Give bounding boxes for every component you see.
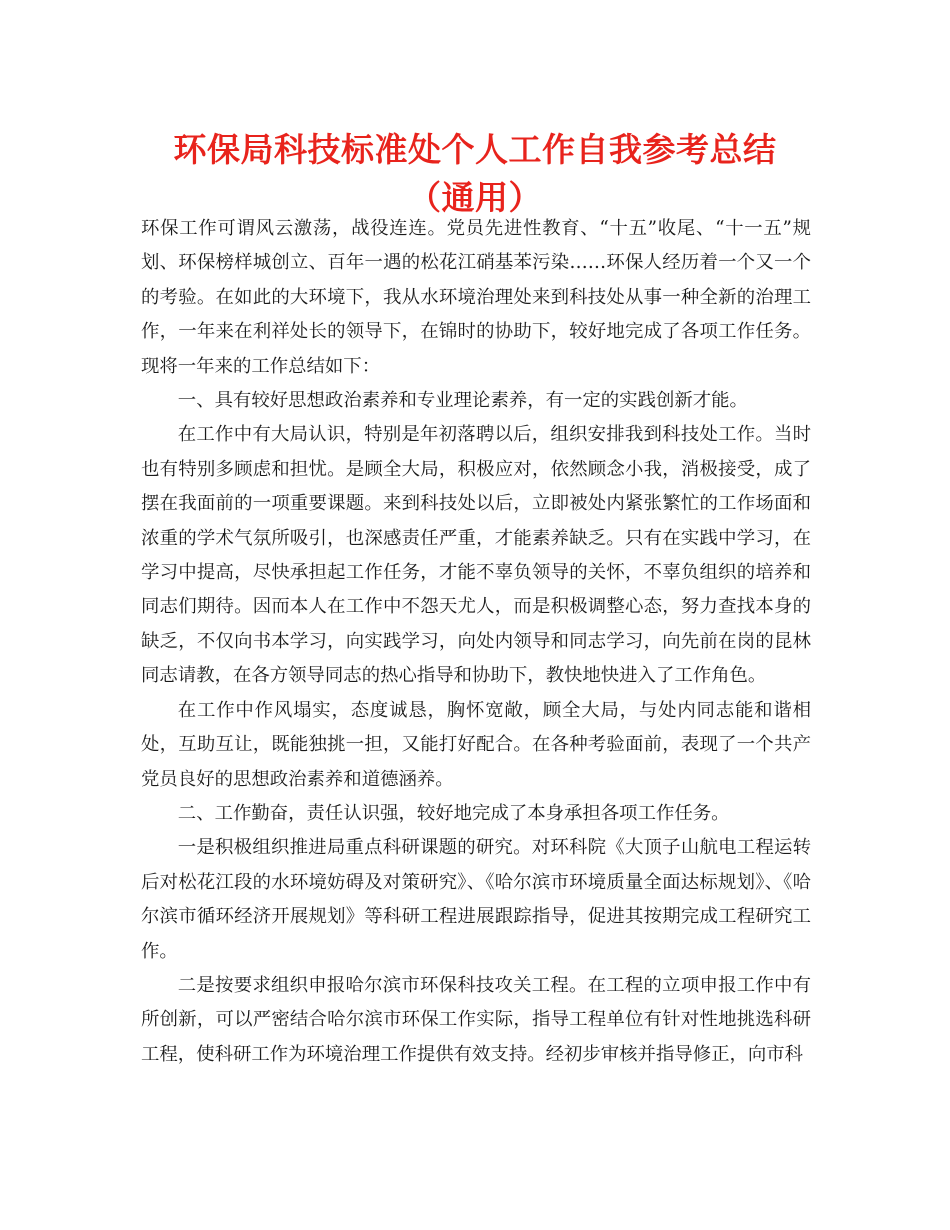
paragraph: 一是积极组织推进局重点科研课题的研究。对环科院《大顶子山航电工程运转后对松花江段的水环境妨碍及对策研究》、《哈尔滨市环境质量全面达标规划》、《哈尔滨市循环经济开展规划》等科研工程进展跟踪指导，促进其按期完成工程研究工作。: [141, 837, 811, 962]
paragraph-intro: 环保工作可谓风云激荡，战役连连。党员先进性教育、“十五”收尾、“十一五”规划、环保榜样城创立、百年一遇的松花江硝基苯污染……环保人经历着一个又一个的考验。在如此的大环境下，我从水环境治理处来到科技处从事一种全新的治理工作，一年来在利祥处长的领导下，在锦时的协助下，较好地完成了各项工作任务。现将一年来的工作总结如下：: [141, 218, 811, 377]
section-heading-1: 一、具有较好思想政治素养和专业理论素养，有一定的实践创新才能。: [177, 390, 748, 412]
document-title: 环保局科技标准处个人工作自我参考总结（通用）: [173, 130, 777, 217]
paragraph: 在工作中有大局认识，特别是年初落聘以后，组织安排我到科技处工作。当时也有特别多顾虑和担忧。是顾全大局，积极应对，依然顾念小我，消极接受，成了摆在我面前的一项重要课题。来到科技处以后，立即被处内紧张繁忙的工作场面和浓重的学术气氛所吸引，也深感责任严重，才能素养缺乏。只有在实践中学习，在学习中提高，尽快承担起工作任务，才能不辜负领导的关怀，不辜负组织的培养和同志们期待。因而本人在工作中不怨天尤人，而是积极调整心态，努力查找本身的缺乏，不仅向书本学习，向实践学习，向处内领导和同志学习，向先前在岗的昆林同志请教，在各方领导同志的热心指导和协助下，教快地快进入了工作角色。: [141, 424, 811, 687]
section-heading-2: 二、工作勤奋，责任认识强，较好地完成了本身承担各项工作任务。: [177, 802, 730, 824]
document-body: [141, 212, 811, 1072]
paragraph: 在工作中作风塌实，态度诚恳，胸怀宽敞，顾全大局，与处内同志能和谐相处，互助互让，既能独挑一担，又能打好配合。在各种考验面前，表现了一个共产党员良好的思想政治素养和道德涵养。: [141, 699, 811, 790]
paragraph: 二是按要求组织申报哈尔滨市环保科技攻关工程。在工程的立项申报工作中有所创新，可以严密结合哈尔滨市环保工作实际，指导工程单位有针对性地挑选科研工程，使科研工作为环境治理工作提供有效支持。经初步审核并指导修正，向市科: [141, 974, 811, 1065]
